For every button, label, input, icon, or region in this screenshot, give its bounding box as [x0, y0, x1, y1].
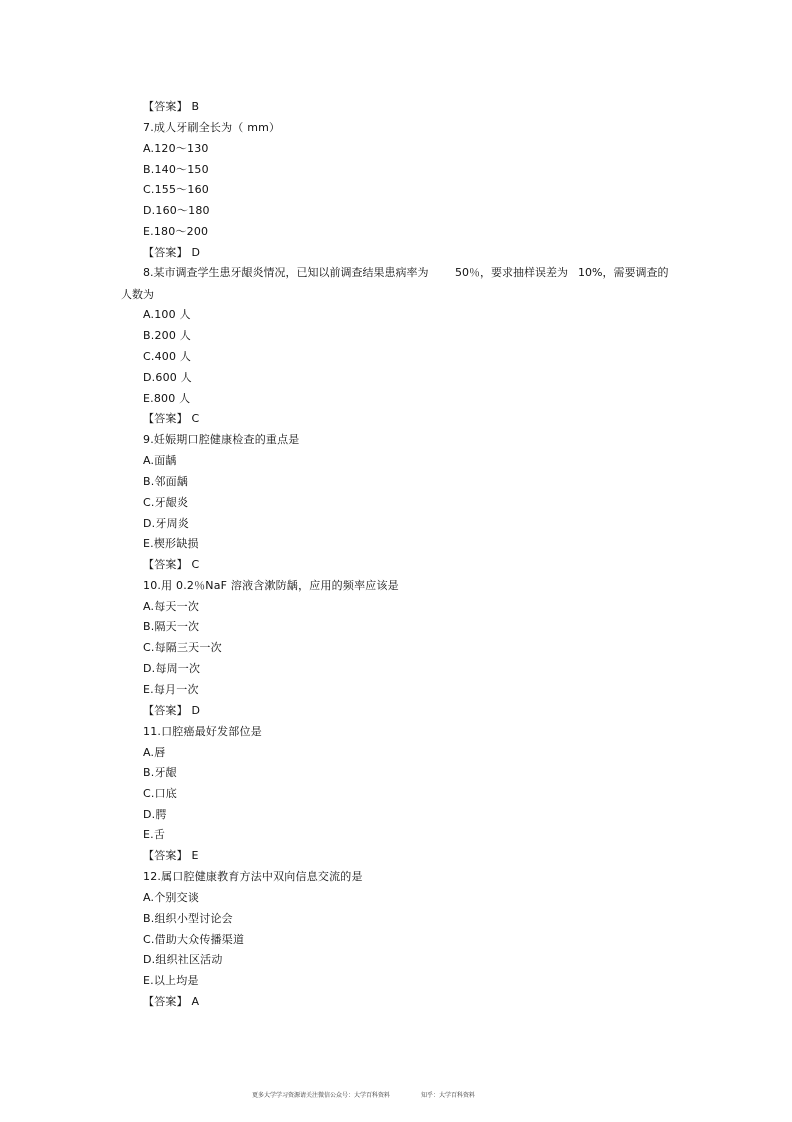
option-line: B.140～150 — [143, 163, 209, 176]
answer-line: 【答案】 D — [143, 246, 201, 259]
option-line: D.160～180 — [143, 204, 210, 217]
option-line: A.面龋 — [143, 454, 177, 467]
footer-wechat-note: 更多大学学习资源请关注微信公众号：大学百科资料 — [252, 1092, 391, 1099]
question-8-text-part1: 8.某市调查学生患牙龈炎情况，已知以前调查结果患病率为 — [143, 266, 429, 279]
option-line: A.100 人 — [143, 308, 191, 321]
option-line: B.200 人 — [143, 329, 191, 342]
option-line: D.600 人 — [143, 371, 192, 384]
question-text: 12.属口腔健康教育方法中双向信息交流的是 — [143, 870, 363, 883]
option-line: B.邻面龋 — [143, 475, 189, 488]
question-8-text-part3: 10%，需要调查的 — [578, 266, 669, 279]
question-text: 9.妊娠期口腔健康检查的重点是 — [143, 433, 300, 446]
option-line: C.每隔三天一次 — [143, 641, 222, 654]
question-8-continuation: 人数为 — [121, 288, 154, 301]
answer-line: 【答案】 B — [143, 100, 200, 113]
option-line: C.155～160 — [143, 183, 209, 196]
option-line: C.口底 — [143, 787, 177, 800]
option-line: D.牙周炎 — [143, 517, 189, 530]
question-8-text-part2: 50％，要求抽样误差为 — [455, 266, 568, 279]
option-line: A.个别交谈 — [143, 891, 200, 904]
option-line: E.800 人 — [143, 392, 191, 405]
option-line: E.以上均是 — [143, 974, 199, 987]
footer-zhihu-note: 知乎：大学百科资料 — [421, 1092, 476, 1099]
answer-line: 【答案】 C — [143, 412, 200, 425]
option-line: B.隔天一次 — [143, 620, 200, 633]
option-line: E.楔形缺损 — [143, 537, 199, 550]
option-line: C.牙龈炎 — [143, 496, 189, 509]
answer-line: 【答案】 D — [143, 704, 201, 717]
option-line: B.牙龈 — [143, 766, 177, 779]
answer-line: 【答案】 A — [143, 995, 200, 1008]
option-line: D.每周一次 — [143, 662, 201, 675]
option-line: A.每天一次 — [143, 600, 200, 613]
option-line: A.唇 — [143, 746, 166, 759]
answer-line: 【答案】 E — [143, 849, 199, 862]
option-line: E.舌 — [143, 828, 166, 841]
question-text: 11.口腔癌最好发部位是 — [143, 725, 262, 738]
option-line: A.120～130 — [143, 142, 209, 155]
option-line: C.400 人 — [143, 350, 192, 363]
option-line: B.组织小型讨论会 — [143, 912, 233, 925]
option-line: D.组织社区活动 — [143, 953, 223, 966]
option-line: D.腭 — [143, 808, 167, 821]
question-text: 7.成人牙刷全长为（ mm） — [143, 121, 281, 134]
answer-line: 【答案】 C — [143, 558, 200, 571]
option-line: C.借助大众传播渠道 — [143, 933, 245, 946]
option-line: E.180～200 — [143, 225, 209, 238]
question-text: 10.用 0.2％NaF 溶液含漱防龋，应用的频率应该是 — [143, 579, 399, 592]
option-line: E.每月一次 — [143, 683, 199, 696]
